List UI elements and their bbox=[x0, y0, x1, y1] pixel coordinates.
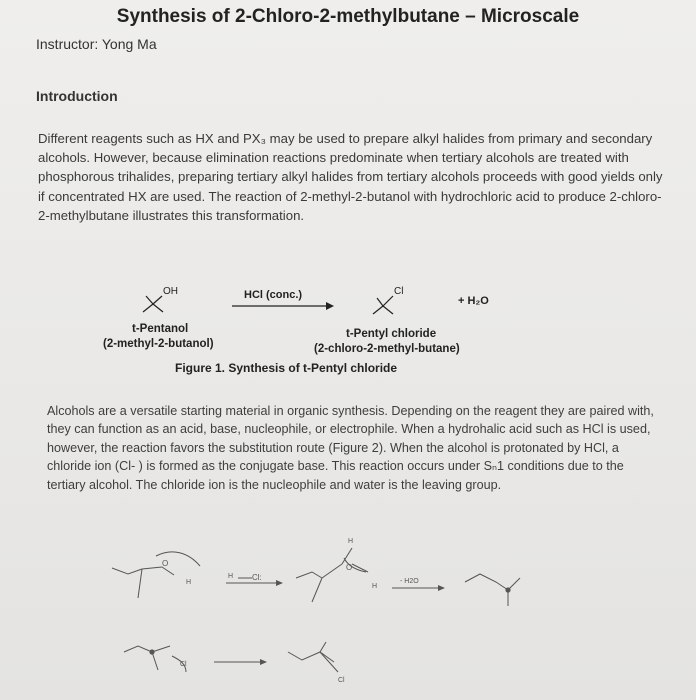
product-structure bbox=[373, 296, 393, 314]
hcl-arrowhead bbox=[276, 580, 283, 586]
figure-1-reaction-scheme bbox=[0, 270, 696, 330]
figure-2-mechanism bbox=[0, 530, 696, 700]
instructor-line: Instructor: Yong Ma bbox=[36, 36, 157, 52]
product-cl-label: Cl bbox=[338, 677, 345, 684]
alcohol-structure bbox=[112, 552, 200, 598]
figure-1-caption: Figure 1. Synthesis of t-Pentyl chloride bbox=[175, 361, 398, 375]
attacking-chloride-label: Cl bbox=[180, 661, 187, 668]
reactant-name: t-Pentanol bbox=[132, 323, 189, 335]
oxonium-top-h-label: H bbox=[348, 538, 354, 545]
water-loss-label: - H2O bbox=[400, 578, 419, 585]
chloride-attack-structure bbox=[124, 646, 186, 672]
oh-label: OH bbox=[163, 286, 178, 297]
alcohol-o-label: O bbox=[162, 559, 169, 568]
product-name: t-Pentyl chloride bbox=[346, 328, 437, 340]
oxonium-intermediate bbox=[296, 548, 368, 602]
section-heading-introduction: Introduction bbox=[36, 88, 118, 104]
reactant-iupac-name: (2-methyl-2-butanol) bbox=[103, 338, 214, 350]
water-loss-arrowhead bbox=[438, 585, 445, 591]
reactant-structure bbox=[143, 296, 163, 312]
hcl-h-label: H bbox=[228, 573, 234, 580]
oxonium-o-label: O bbox=[346, 563, 353, 572]
page-title: Synthesis of 2-Chloro-2-methylbutane – Microscale bbox=[116, 6, 580, 27]
cl-label: Cl bbox=[394, 286, 404, 297]
final-product-structure bbox=[288, 642, 338, 672]
reagent-label: HCl (conc.) bbox=[244, 289, 303, 301]
water-byproduct: + H₂O bbox=[458, 295, 489, 307]
final-arrowhead bbox=[260, 659, 267, 665]
chloride-nucleophile-label: Cl: bbox=[252, 573, 262, 582]
reaction-arrow bbox=[232, 302, 334, 310]
product-iupac-name: (2-chloro-2-methyl-butane) bbox=[314, 343, 460, 355]
alcohol-h-label: H bbox=[186, 579, 192, 586]
charge-marker bbox=[505, 587, 510, 592]
carbocation-structure bbox=[465, 574, 520, 606]
oxonium-h-label: H bbox=[372, 583, 378, 590]
intro-paragraph: Different reagents such as HX and PX₃ may be used to prepare alkyl halides from primary and secondary alcohols. However, because elimination reactions predominate when tertiary alcohols are treated with phosphorous trihalides, preparing tertiary alkyl halides from tertiary alcohols proceeds with good yields only if concentrated HX are used. The reaction of 2-methyl-2-butanol with hydrochloric acid to produce 2-chloro-2-methylbutane illustrates this transformation. bbox=[38, 131, 663, 223]
mechanism-paragraph: Alcohols are a versatile starting material in organic synthesis. Depending on the reagent they are paired with, they can function as an acid, base, nucleophile, or electrophile. When a hydrohalic acid such as HCl is used, however, the reaction favors the substitution route (Figure 2). When the alcohol is protonated by HCl, a chloride ion (Cl- ) is formed as the conjugate base. This reaction occurs under Sₙ1 conditions due to the tertiary alcohol. The chloride ion is the nucleophile and water is the leaving group. bbox=[47, 404, 654, 492]
charge-marker bbox=[149, 649, 154, 654]
